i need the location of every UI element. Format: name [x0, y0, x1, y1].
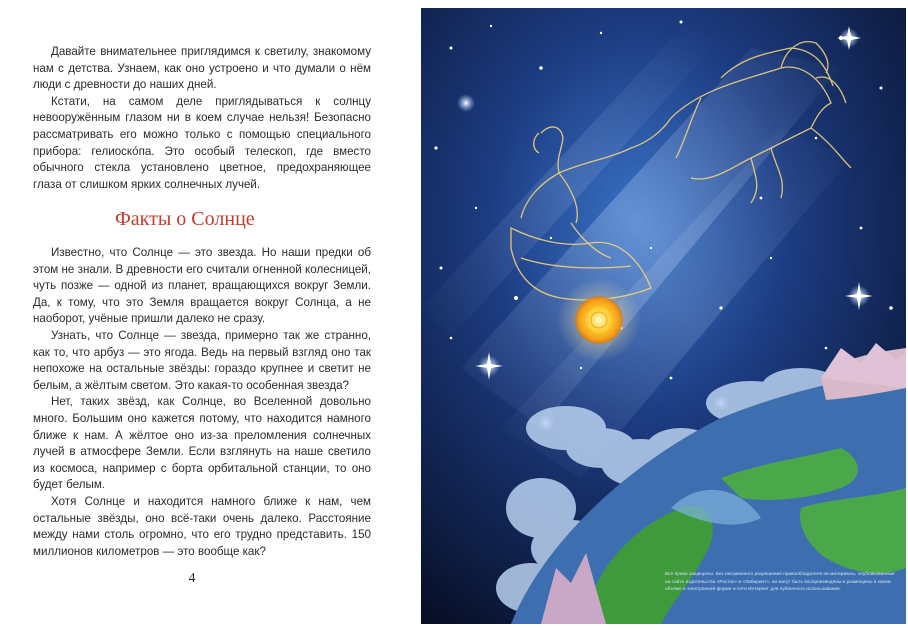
sun: [557, 278, 641, 362]
fact-paragraph: Известно, что Солнце — это звезда. Но наши предки об этом не знали. В древности его считали огненной колесницей, чуть позже — одной из планет, вращающихся вокруг Земли. Да, к тому, что это Земля вращается вокруг Солнца, а не наоборот, учёные пришли далеко не сразу.: [33, 246, 371, 326]
sun-chariot-illustration: [421, 8, 906, 624]
intro-text: [33, 44, 371, 193]
section-heading: Факты о Солнце: [115, 208, 255, 230]
page-number: 4: [188, 571, 196, 586]
image-credit: Все права защищены. Без письменного разрешения правообладателя ни материалы, опубликованные на сайте издательства «Росток» и «Лабиринт», ни могут быть воспроизведены и размещены в каком объёме в электронной форме и сети Интернет для публичного использования.: [665, 571, 895, 592]
fact-paragraph: Узнать, что Солнце — звезда, примерно так же странно, как то, что арбуз — это ягода. Ведь на первый взгляд оно так непохоже на остальные звёзды: гораздо крупнее и светит не белым, а жёлтым светом. Это какая-то особенная звезда?: [33, 328, 371, 392]
left-page: [0, 0, 415, 632]
facts-text: [33, 245, 371, 560]
intro-paragraph: Давайте внимательнее приглядимся к светилу, знакомому нам с детства. Узнаем, как оно устроено и что думали о нём люди с древности до наших дней.: [33, 45, 371, 92]
fact-paragraph: Хотя Солнце и находится намного ближе к нам, чем остальные звёзды, оно всё-таки очень далеко. Расстояние между нами столь огромно, что его трудно представить. 150 миллионов километров — это вообще как?: [33, 494, 371, 558]
illustration-panel: [421, 8, 906, 624]
fact-paragraph: Нет, таких звёзд, как Солнце, во Вселенной довольно много. Большим оно кажется потому, что находится намного ближе к нам. А жёлтое оно из-за преломления солнечных лучей в атмосфере Земли. Если взглянуть на наше светило из космоса, например с борта орбитальной станции, то оно будет белым.: [33, 395, 371, 492]
intro-paragraph: Кстати, на самом деле приглядываться к солнцу невооружённым глазом ни в коем случае нельзя! Безопасно рассматривать его можно только с помощью специального прибора: гелиоско́па. Это особый телескоп, где вместо обычного стекла установлено цветное, предохраняющее глаза от слишком ярких солнечных лучей.: [33, 94, 371, 191]
